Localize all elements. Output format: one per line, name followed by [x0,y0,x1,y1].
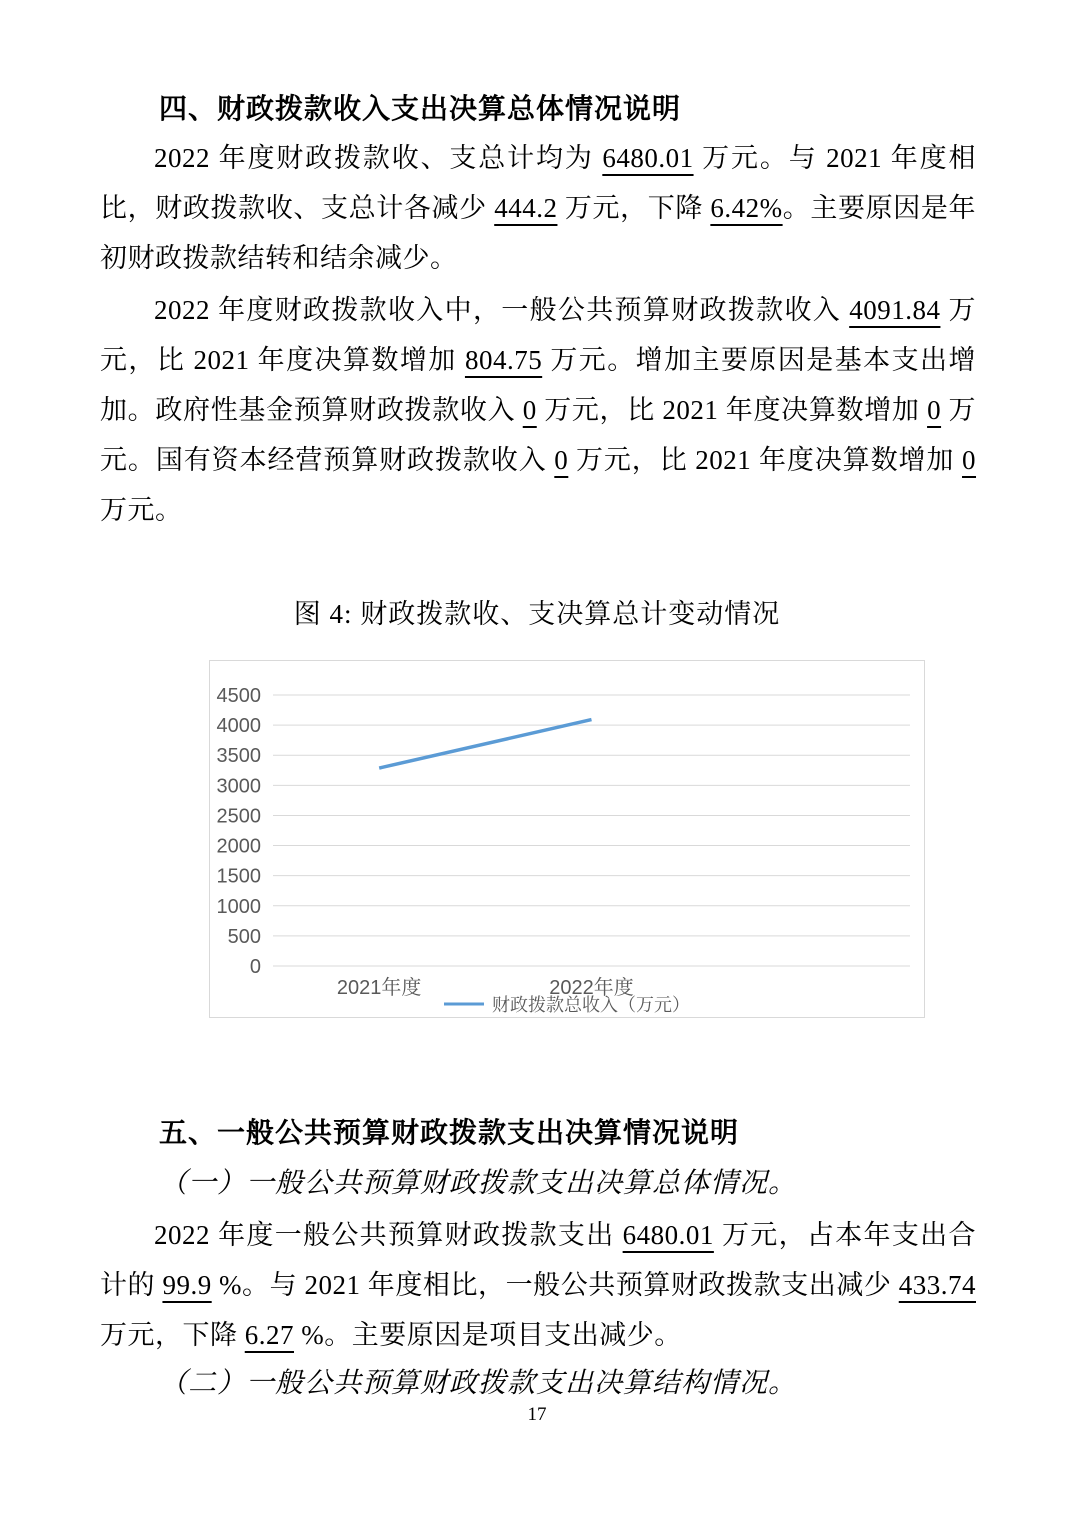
text-run: %。与 2021 年度相比，一般公共预算财政拨款支出减少 [211,1270,899,1300]
text-run: 万元。与 2021 年度相比，财政拨款收、支总计各减少 [100,143,976,223]
y-tick-label: 2500 [216,805,261,828]
y-tick-label: 3000 [216,775,261,798]
section5-item1: （一）一般公共预算财政拨款支出决算总体情况。 [159,1168,798,1199]
section5-paragraph-1 [100,1210,976,1360]
figure4-caption: 图 4: 财政拨款收、支决算总计变动情况 [293,599,781,629]
text-run: 。主要原因是年初财政拨款结转和结余减少。 [100,193,977,273]
underlined-value: 804.75 [464,345,543,375]
y-tick-label: 4000 [216,715,261,738]
text-run: 万元。增加主要原因是基本支出增加。政府性基金预算财政拨款收入 [100,345,976,425]
underlined-value: 0 [927,395,942,425]
section5-item2: （二）一般公共预算财政拨款支出决算结构情况。 [159,1368,798,1399]
underlined-value: 433.74 [898,1270,976,1300]
underlined-value: 6480.01 [622,1220,714,1250]
underlined-value: 99.9 [162,1270,212,1300]
figure4-line-chart [209,660,925,1018]
underlined-value: 6.27 [244,1320,294,1350]
legend-label: 财政拨款总收入（万元） [492,995,690,1015]
y-tick-label: 0 [249,956,261,978]
legend [444,995,690,1015]
section4-paragraph-2 [100,285,976,535]
data-line [379,720,591,768]
text-run: 万元，占本年支出合计的 [100,1220,977,1300]
underlined-value: 444.2 [494,193,558,223]
text-run: 万元，比 2021 年度决算数增加 [536,395,928,425]
text-run: 2022 年度一般公共预算财政拨款支出 [154,1220,623,1250]
page-number: 17 [527,1404,547,1425]
text-run: 万元，下降 [557,193,711,223]
text-run: 万元，比 2021 年度决算数增加 [100,295,977,375]
y-tick-label: 1000 [216,895,261,918]
text-run: %。主要原因是项目支出减少。 [294,1320,682,1350]
underlined-value: 6480.01 [602,143,694,173]
underlined-value: 0 [962,445,977,475]
y-tick-label: 500 [227,925,261,948]
section4-paragraph-1 [100,133,976,283]
underlined-value: 6.42% [710,193,783,223]
text-run: 万元，比 2021 年度决算数增加 [568,445,963,475]
y-tick-label: 1500 [216,865,261,888]
text-run: 2022 年度财政拨款收入中，一般公共预算财政拨款收入 [154,295,850,325]
gridlines [273,695,910,966]
x-tick-label: 2022年度 [549,977,634,999]
x-tick-label: 2021年度 [336,977,422,999]
y-tick-label: 2000 [216,835,261,858]
underlined-value: 4091.84 [849,295,941,325]
text-run: 万元。 [100,495,183,525]
section4-heading: 四、财政拨款收入支出决算总体情况说明 [159,93,682,124]
text-run: 万元。国有资本经营预算财政拨款收入 [100,395,976,475]
line-chart-svg [210,661,924,1017]
section5-heading: 五、一般公共预算财政拨款支出决算情况说明 [159,1117,740,1148]
underlined-value: 0 [522,395,537,425]
text-run: 万元，下降 [100,1320,245,1350]
text-run: 2022 年度财政拨款收、支总计均为 [154,143,603,173]
y-tick-label: 4500 [216,685,261,707]
y-axis-labels [217,685,262,978]
underlined-value: 0 [554,445,569,475]
y-tick-label: 3500 [216,745,261,768]
